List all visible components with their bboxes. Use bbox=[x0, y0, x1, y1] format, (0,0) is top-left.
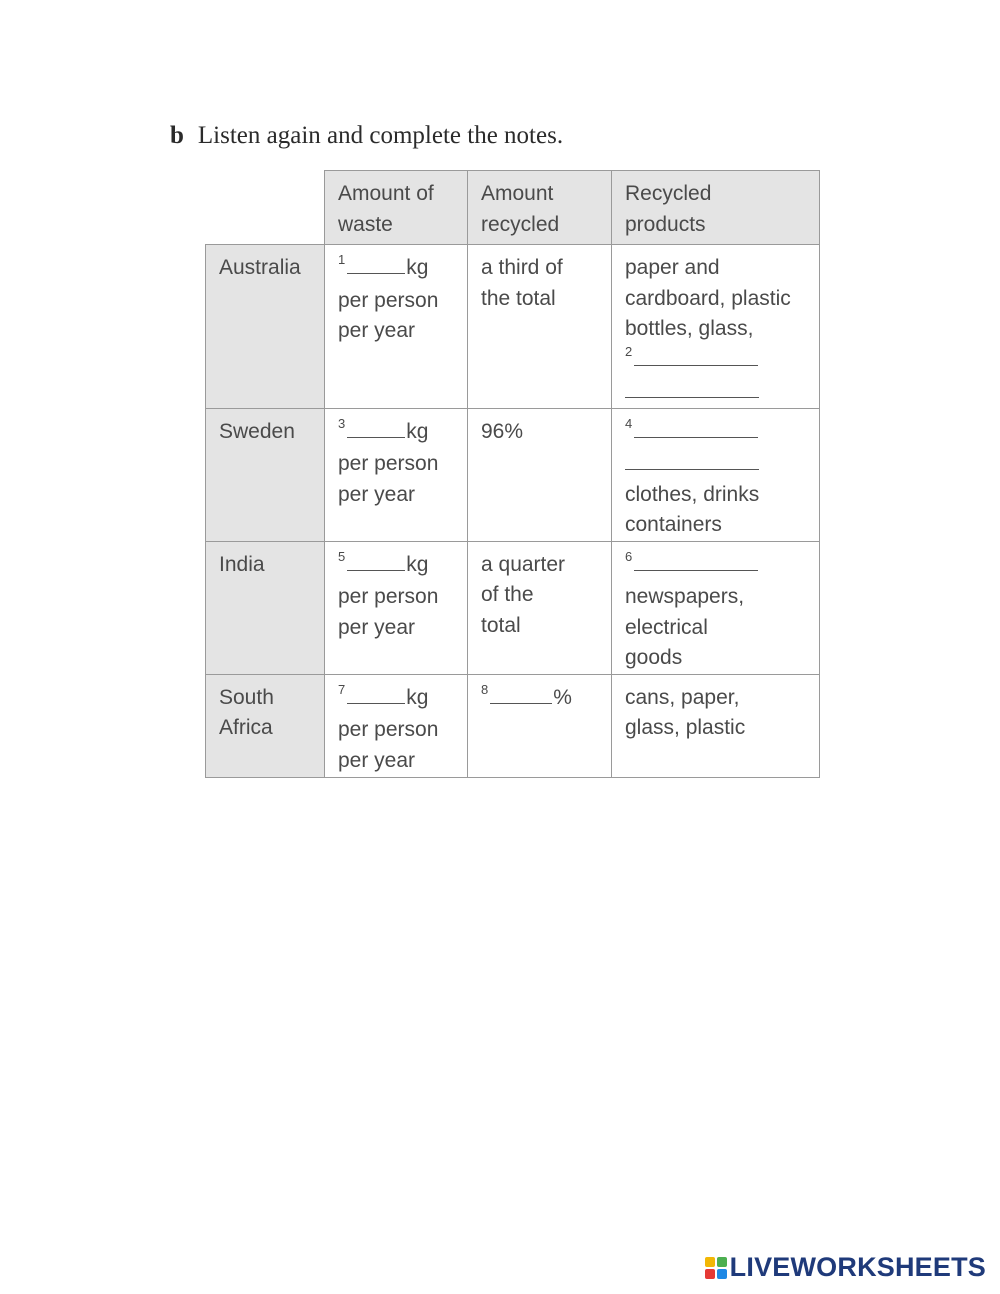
products-cell: $^4$ clothes, drinks containers bbox=[612, 408, 820, 541]
answer-gap-4-continued[interactable] bbox=[625, 468, 759, 470]
exercise-letter: b bbox=[170, 122, 184, 149]
products-cell: cans, paper, glass, plastic bbox=[612, 674, 820, 777]
header-recycled-products: Recycled products bbox=[612, 171, 820, 245]
logo-mark-icon bbox=[705, 1257, 727, 1279]
waste-cell: $^5$ kg per person per year bbox=[325, 541, 468, 674]
gap-number: 7 bbox=[338, 681, 346, 697]
country-cell: India bbox=[206, 541, 325, 674]
country-cell: Australia bbox=[206, 245, 325, 409]
header-amount-recycled: Amount recycled bbox=[468, 171, 612, 245]
logo-text: LIVEWORKSHEETS bbox=[729, 1252, 986, 1282]
logo-square-yellow bbox=[705, 1257, 715, 1267]
gap-number: 8 bbox=[481, 681, 489, 697]
answer-gap-2[interactable] bbox=[634, 364, 758, 366]
exercise-heading bbox=[170, 122, 563, 150]
table-row bbox=[206, 408, 820, 541]
gap-number: 1 bbox=[338, 252, 346, 267]
answer-gap-6[interactable] bbox=[634, 569, 758, 571]
liveworksheets-logo bbox=[705, 1252, 986, 1283]
logo-square-red bbox=[705, 1269, 715, 1279]
exercise-instruction: Listen again and complete the notes. bbox=[197, 122, 564, 149]
products-cell: $^6$ newspapers, electrical goods bbox=[612, 541, 820, 674]
gap-number: 3 bbox=[338, 415, 346, 431]
empty-corner-cell bbox=[206, 171, 325, 245]
country-cell: South Africa bbox=[206, 674, 325, 777]
answer-gap-4[interactable] bbox=[634, 436, 758, 438]
answer-gap-1[interactable] bbox=[347, 272, 405, 274]
recycled-cell: a third of the total bbox=[468, 245, 612, 409]
table-row bbox=[206, 245, 820, 409]
table-row bbox=[206, 541, 820, 674]
waste-cell: $^3$ kg per person per year bbox=[325, 408, 468, 541]
answer-gap-7[interactable] bbox=[347, 702, 405, 704]
header-amount-of-waste: Amount of waste bbox=[325, 171, 468, 245]
products-cell: paper and cardboard, plastic bottles, glass, $^2$ bbox=[612, 245, 820, 409]
table-header-row bbox=[206, 171, 820, 245]
gap-number: 6 bbox=[625, 548, 633, 564]
table-row bbox=[206, 674, 820, 777]
logo-square-blue bbox=[717, 1269, 727, 1279]
recycled-cell: $^8$ % bbox=[468, 674, 612, 777]
country-cell: Sweden bbox=[206, 408, 325, 541]
gap-number: 5 bbox=[338, 548, 346, 564]
answer-gap-8[interactable] bbox=[490, 702, 552, 704]
gap-number: 2 bbox=[625, 343, 633, 359]
gap-number: 4 bbox=[625, 415, 633, 431]
answer-gap-2-continued[interactable] bbox=[625, 396, 759, 398]
answer-gap-5[interactable] bbox=[347, 569, 405, 571]
waste-cell: $^7$ kg per person per year bbox=[325, 674, 468, 777]
recycled-cell: a quarter of the total bbox=[468, 541, 612, 674]
recycled-cell: 96% bbox=[468, 408, 612, 541]
notes-table bbox=[205, 170, 820, 778]
logo-square-green bbox=[717, 1257, 727, 1267]
answer-gap-3[interactable] bbox=[347, 436, 405, 438]
waste-cell: $^1$ kg per person per year bbox=[325, 245, 468, 409]
